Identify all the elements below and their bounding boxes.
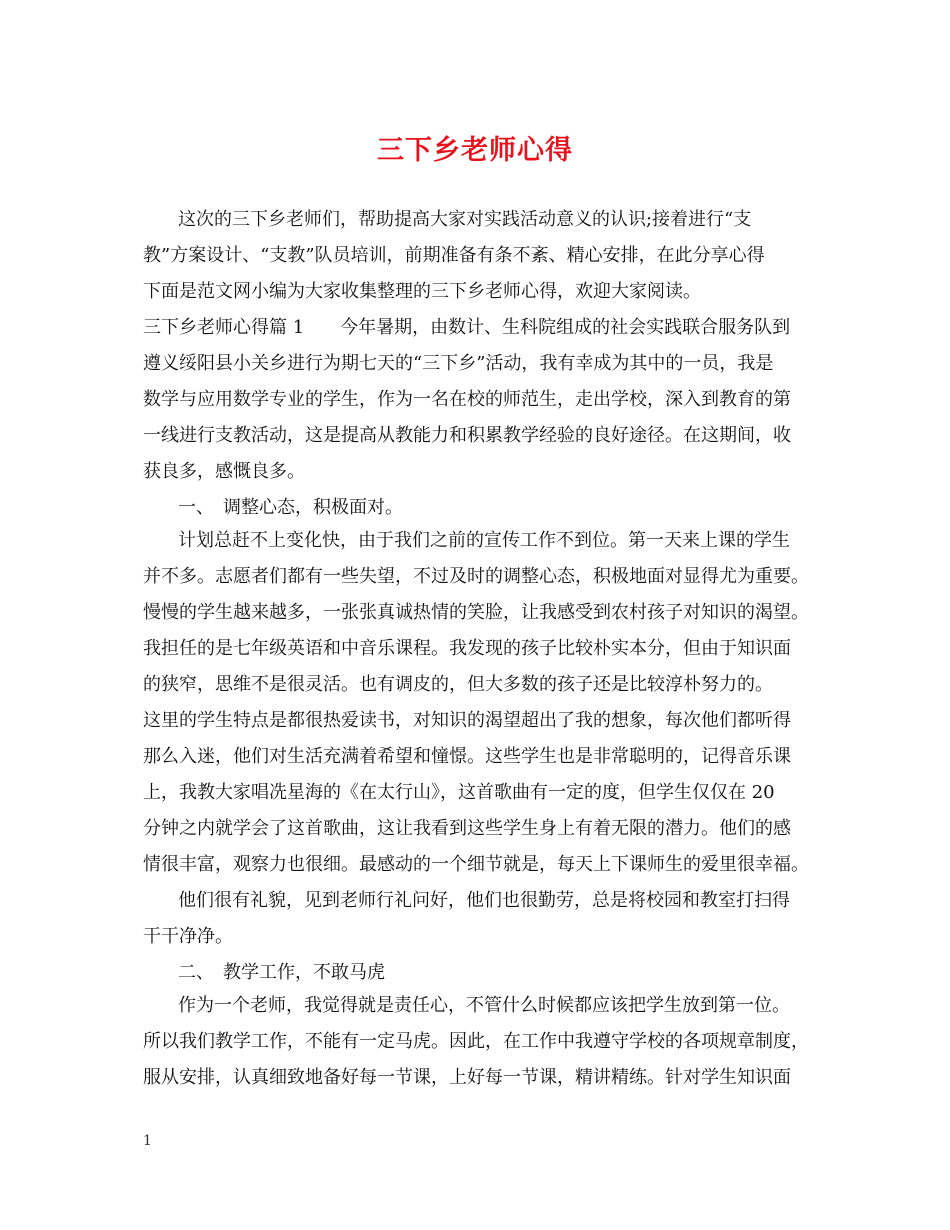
body-line: 遵义绥阳县小关乡进行为期七天的“三下乡”活动，我有幸成为其中的一员，我是 <box>143 353 774 374</box>
body-line: 我担任的是七年级英语和中音乐课程。我发现的孩子比较朴实本分，但由于知识面 <box>143 638 791 659</box>
body-line: 三下乡老师心得篇 1 今年暑期，由数计、生科院组成的社会实践联合服务队到 <box>143 317 791 338</box>
body-line: 的狭窄，思维不是很灵活。也有调皮的，但大多数的孩子还是比较淳朴努力的。 <box>143 674 773 695</box>
body-line: 下面是范文网小编为大家收集整理的三下乡老师心得，欢迎大家阅读。 <box>143 281 701 302</box>
body-line: 这次的三下乡老师们，帮助提高大家对实践活动意义的认识;接着进行“支 <box>178 209 752 230</box>
body-line: 这里的学生特点是都很热爱读书，对知识的渴望超出了我的想象，每次他们都听得 <box>143 710 791 731</box>
body-line: 服从安排，认真细致地备好每一节课，上好每一节课，精讲精练。针对学生知识面 <box>143 1067 791 1088</box>
body-line: 慢慢的学生越来越多，一张张真诚热情的笑脸，让我感受到农村孩子对知识的渴望。 <box>143 602 809 623</box>
section-heading: 二、 教学工作，不敢马虎 <box>178 962 385 983</box>
body-line: 并不多。志愿者们都有一些失望，不过及时的调整心态，积极地面对显得尤为重要。 <box>143 566 809 587</box>
page-number: 1 <box>143 1133 152 1149</box>
body-line: 干干净净。 <box>143 926 233 947</box>
body-line: 他们很有礼貌，见到老师行礼问好，他们也很勤劳，总是将校园和教室打扫得 <box>178 890 790 911</box>
body-line: 获良多，感慨良多。 <box>143 461 305 482</box>
body-line: 教”方案设计、“支教”队员培训，前期准备有条不紊、精心安排，在此分享心得 <box>143 245 765 266</box>
body-line: 所以我们教学工作，不能有一定马虎。因此，在工作中我遵守学校的各项规章制度， <box>143 1031 809 1052</box>
page-title: 三下乡老师心得 <box>377 135 573 166</box>
body-line: 上，我教大家唱冼星海的《在太行山》，这首歌曲有一定的度，但学生仅仅在 20 <box>143 782 775 803</box>
body-line: 分钟之内就学会了这首歌曲，这让我看到这些学生身上有着无限的潜力。他们的感 <box>143 818 791 839</box>
body-line: 情很丰富，观察力也很细。最感动的一个细节就是，每天上下课师生的爱里很幸福。 <box>143 854 809 875</box>
body-line: 一线进行支教活动，这是提高从教能力和积累教学经验的良好途径。在这期间，收 <box>143 425 791 446</box>
body-line: 计划总赶不上变化快，由于我们之前的宣传工作不到位。第一天来上课的学生 <box>178 530 790 551</box>
body-line: 作为一个老师，我觉得就是责任心，不管什么时候都应该把学生放到第一位。 <box>178 995 790 1016</box>
body-line: 数学与应用数学专业的学生，作为一名在校的师范生，走出学校，深入到教育的第 <box>143 389 791 410</box>
section-heading: 一、 调整心态，积极面对。 <box>178 497 403 518</box>
body-line: 那么入迷，他们对生活充满着希望和憧憬。这些学生也是非常聪明的，记得音乐课 <box>143 746 791 767</box>
